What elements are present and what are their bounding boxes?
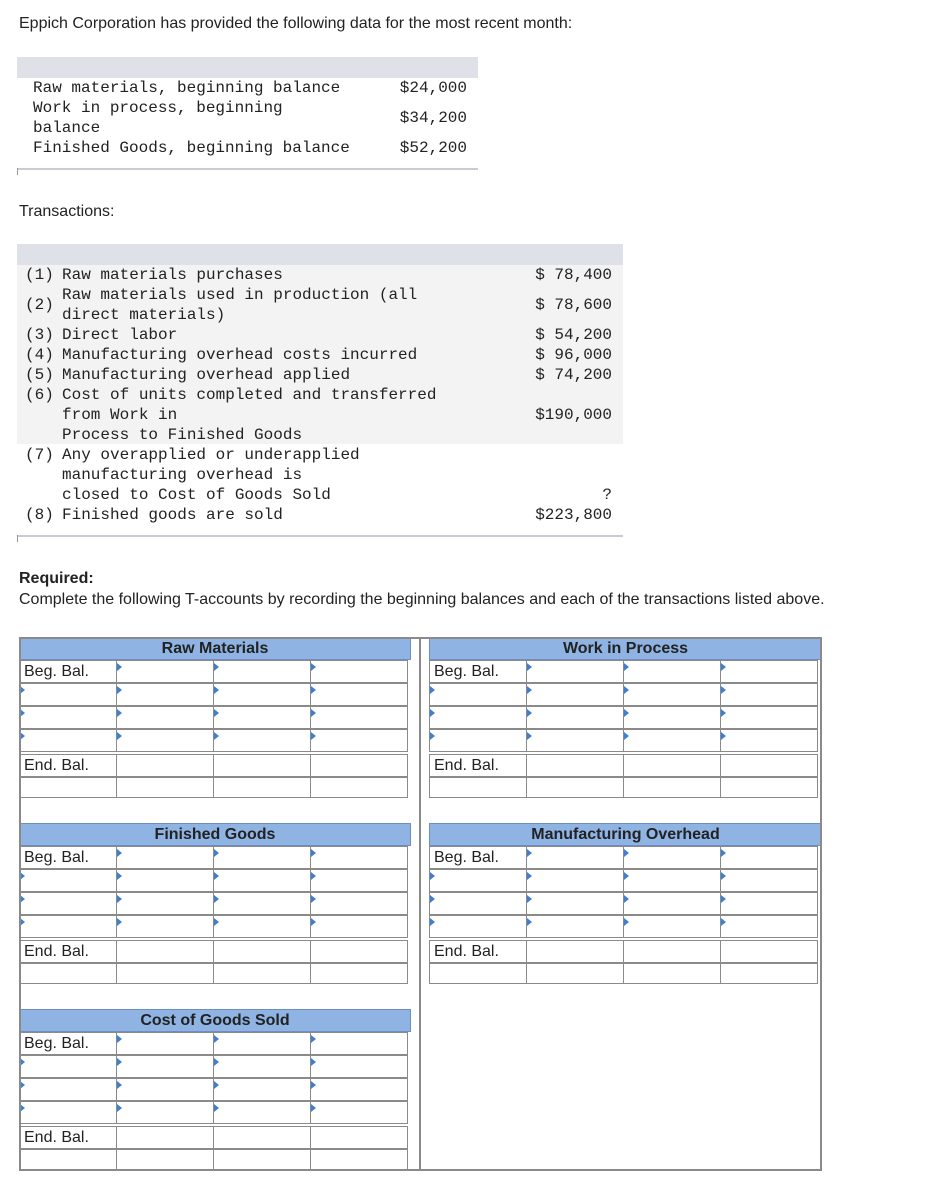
- cost-of-goods-sold-end-bal-input[interactable]: [116, 1126, 214, 1149]
- finished-goods-end-bal-input[interactable]: [310, 940, 408, 963]
- raw-materials-entry-input[interactable]: [116, 683, 214, 706]
- work-in-process-spacer-cell: [526, 777, 624, 798]
- finished-goods-beg-label: Finished Goods, beginning balance: [33, 139, 350, 157]
- tx2-line2: direct materials): [62, 306, 226, 324]
- cost-of-goods-sold-spacer-cell: [213, 1149, 311, 1170]
- manufacturing-overhead-beg-bal-label: Beg. Bal.: [429, 846, 527, 869]
- cost-of-goods-sold-end-bal-input[interactable]: [310, 1126, 408, 1149]
- table-header-bar: [17, 244, 623, 265]
- finished-goods-entry-input[interactable]: [116, 892, 214, 915]
- raw-materials-spacer-cell: [116, 777, 214, 798]
- raw-materials-entry-input[interactable]: [310, 683, 408, 706]
- work-in-process-entry-input[interactable]: [623, 706, 721, 729]
- work-in-process-end-bal-label: End. Bal.: [429, 754, 527, 777]
- finished-goods-entry-input[interactable]: [19, 892, 117, 915]
- table-bottom-rule: [17, 168, 478, 170]
- tx6-line2: from Work in: [62, 406, 178, 424]
- manufacturing-overhead-end-bal-label: End. Bal.: [429, 940, 527, 963]
- finished-goods-entry-input[interactable]: [310, 846, 408, 869]
- manufacturing-overhead-spacer-cell: [623, 963, 721, 984]
- table-bottom-tick: [17, 168, 18, 175]
- raw-materials-entry-input[interactable]: [310, 660, 408, 683]
- finished-goods-title: Finished Goods: [19, 823, 411, 846]
- raw-materials-entry-input[interactable]: [213, 706, 311, 729]
- tx3-text: Direct labor: [62, 326, 178, 344]
- manufacturing-overhead-entry-input[interactable]: [526, 869, 624, 892]
- finished-goods-entry-input[interactable]: [116, 869, 214, 892]
- grid-center-divider: [419, 637, 421, 1171]
- finished-goods-beg-value: $52,200: [399, 139, 467, 157]
- work-in-process-end-bal-input[interactable]: [720, 754, 818, 777]
- finished-goods-spacer-cell: [310, 963, 408, 984]
- manufacturing-overhead-entry-input[interactable]: [429, 915, 527, 938]
- work-in-process-entry-input[interactable]: [526, 660, 624, 683]
- cost-of-goods-sold-entry-input[interactable]: [213, 1101, 311, 1124]
- manufacturing-overhead-entry-input[interactable]: [526, 846, 624, 869]
- raw-materials-entry-input[interactable]: [213, 683, 311, 706]
- tx6-line1: Cost of units completed and transferred: [62, 386, 437, 404]
- cost-of-goods-sold-entry-input[interactable]: [310, 1101, 408, 1124]
- intro-text: Eppich Corporation has provided the following data for the most recent month:: [19, 15, 573, 32]
- manufacturing-overhead-end-bal-input[interactable]: [623, 940, 721, 963]
- tx7-line3: closed to Cost of Goods Sold: [62, 486, 331, 504]
- cost-of-goods-sold-spacer-cell: [19, 1149, 117, 1170]
- work-in-process-entry-input[interactable]: [720, 660, 818, 683]
- manufacturing-overhead-entry-input[interactable]: [526, 915, 624, 938]
- finished-goods-entry-input[interactable]: [213, 892, 311, 915]
- tx3-amount: $ 54,200: [535, 326, 612, 344]
- table-header-bar: [17, 57, 478, 78]
- cost-of-goods-sold-entry-input[interactable]: [310, 1078, 408, 1101]
- cost-of-goods-sold-entry-input[interactable]: [116, 1055, 214, 1078]
- tx7-line1: Any overapplied or underapplied: [62, 446, 360, 464]
- cost-of-goods-sold-entry-input[interactable]: [116, 1032, 214, 1055]
- raw-materials-spacer-cell: [213, 777, 311, 798]
- required-heading: Required:: [19, 570, 94, 587]
- work-in-process-spacer-cell: [429, 777, 527, 798]
- finished-goods-entry-input[interactable]: [213, 846, 311, 869]
- finished-goods-entry-input[interactable]: [310, 915, 408, 938]
- manufacturing-overhead-entry-input[interactable]: [720, 915, 818, 938]
- work-in-process-end-bal-input[interactable]: [623, 754, 721, 777]
- cost-of-goods-sold-entry-input[interactable]: [19, 1055, 117, 1078]
- manufacturing-overhead-entry-input[interactable]: [526, 892, 624, 915]
- raw-materials-beg-bal-label: Beg. Bal.: [19, 660, 117, 683]
- transactions-table: [17, 244, 623, 544]
- raw-materials-entry-input[interactable]: [19, 729, 117, 752]
- transactions-label: Transactions:: [19, 203, 115, 220]
- raw-materials-entry-input[interactable]: [19, 706, 117, 729]
- tx2-num: (2): [25, 296, 54, 314]
- finished-goods-entry-input[interactable]: [19, 915, 117, 938]
- raw-materials-spacer-cell: [310, 777, 408, 798]
- beginning-balances-table: [17, 57, 478, 175]
- tx8-amount: $223,800: [535, 506, 612, 524]
- manufacturing-overhead-entry-input[interactable]: [720, 892, 818, 915]
- finished-goods-spacer-cell: [213, 963, 311, 984]
- tx4-num: (4): [25, 346, 54, 364]
- tx2-amount: $ 78,600: [535, 296, 612, 314]
- cost-of-goods-sold-entry-input[interactable]: [213, 1032, 311, 1055]
- required-instructions: Complete the following T-accounts by recording the beginning balances and each of the transactions listed above.: [19, 591, 825, 608]
- work-in-process-entry-input[interactable]: [526, 683, 624, 706]
- raw-materials-entry-input[interactable]: [116, 729, 214, 752]
- work-in-process-entry-input[interactable]: [526, 706, 624, 729]
- manufacturing-overhead-entry-input[interactable]: [720, 869, 818, 892]
- cost-of-goods-sold-spacer-cell: [310, 1149, 408, 1170]
- work-in-process-spacer-cell: [623, 777, 721, 798]
- manufacturing-overhead-end-bal-input[interactable]: [720, 940, 818, 963]
- work-in-process-entry-input[interactable]: [623, 729, 721, 752]
- tx7-line2: manufacturing overhead is: [62, 466, 303, 484]
- work-in-process-entry-input[interactable]: [623, 660, 721, 683]
- raw-materials-end-bal-input[interactable]: [213, 754, 311, 777]
- cost-of-goods-sold-entry-input[interactable]: [310, 1032, 408, 1055]
- work-in-process-entry-input[interactable]: [429, 683, 527, 706]
- tx3-num: (3): [25, 326, 54, 344]
- raw-materials-entry-input[interactable]: [213, 660, 311, 683]
- tx2-line1: Raw materials used in production (all: [62, 286, 418, 304]
- work-in-process-entry-input[interactable]: [526, 729, 624, 752]
- manufacturing-overhead-entry-input[interactable]: [623, 915, 721, 938]
- cost-of-goods-sold-end-bal-input[interactable]: [213, 1126, 311, 1149]
- finished-goods-entry-input[interactable]: [310, 892, 408, 915]
- work-in-process-title: Work in Process: [429, 637, 822, 660]
- tx4-text: Manufacturing overhead costs incurred: [62, 346, 418, 364]
- table-bottom-tick: [17, 535, 18, 542]
- tx8-text: Finished goods are sold: [62, 506, 283, 524]
- raw-materials-end-bal-label: End. Bal.: [19, 754, 117, 777]
- table-bottom-rule: [17, 535, 623, 537]
- work-in-process-spacer-cell: [720, 777, 818, 798]
- manufacturing-overhead-end-bal-input[interactable]: [526, 940, 624, 963]
- finished-goods-entry-input[interactable]: [19, 869, 117, 892]
- finished-goods-end-bal-label: End. Bal.: [19, 940, 117, 963]
- cost-of-goods-sold-entry-input[interactable]: [19, 1101, 117, 1124]
- manufacturing-overhead-entry-input[interactable]: [623, 846, 721, 869]
- cost-of-goods-sold-entry-input[interactable]: [116, 1101, 214, 1124]
- cost-of-goods-sold-spacer-cell: [116, 1149, 214, 1170]
- tx5-amount: $ 74,200: [535, 366, 612, 384]
- finished-goods-beg-bal-label: Beg. Bal.: [19, 846, 117, 869]
- tx5-num: (5): [25, 366, 54, 384]
- wip-beg-label-line1: Work in process, beginning: [33, 99, 283, 117]
- cost-of-goods-sold-entry-input[interactable]: [213, 1055, 311, 1078]
- manufacturing-overhead-entry-input[interactable]: [720, 846, 818, 869]
- cost-of-goods-sold-entry-input[interactable]: [116, 1078, 214, 1101]
- manufacturing-overhead-entry-input[interactable]: [623, 892, 721, 915]
- tx6-num: (6): [25, 386, 54, 404]
- finished-goods-entry-input[interactable]: [213, 869, 311, 892]
- raw-materials-entry-input[interactable]: [310, 729, 408, 752]
- raw-materials-entry-input[interactable]: [116, 660, 214, 683]
- work-in-process-beg-bal-label: Beg. Bal.: [429, 660, 527, 683]
- tx1-text: Raw materials purchases: [62, 266, 283, 284]
- raw-materials-entry-input[interactable]: [310, 706, 408, 729]
- manufacturing-overhead-entry-input[interactable]: [623, 869, 721, 892]
- tx5-text: Manufacturing overhead applied: [62, 366, 351, 384]
- manufacturing-overhead-spacer-cell: [720, 963, 818, 984]
- finished-goods-entry-input[interactable]: [116, 846, 214, 869]
- manufacturing-overhead-title: Manufacturing Overhead: [429, 823, 822, 846]
- raw-materials-entry-input[interactable]: [213, 729, 311, 752]
- t-account-grid: [19, 637, 822, 1171]
- finished-goods-spacer-cell: [116, 963, 214, 984]
- finished-goods-end-bal-input[interactable]: [213, 940, 311, 963]
- work-in-process-entry-input[interactable]: [429, 706, 527, 729]
- cost-of-goods-sold-end-bal-label: End. Bal.: [19, 1126, 117, 1149]
- tx6-line3: Process to Finished Goods: [62, 426, 303, 444]
- tx6-amount: $190,000: [535, 406, 612, 424]
- tx1-amount: $ 78,400: [535, 266, 612, 284]
- tx1-num: (1): [25, 266, 54, 284]
- raw-materials-spacer-cell: [19, 777, 117, 798]
- wip-beg-label-line2: balance: [33, 119, 101, 137]
- wip-beg-value: $34,200: [399, 109, 467, 127]
- finished-goods-entry-input[interactable]: [310, 869, 408, 892]
- raw-materials-beg-value: $24,000: [399, 79, 467, 97]
- tx4-amount: $ 96,000: [535, 346, 612, 364]
- finished-goods-end-bal-input[interactable]: [116, 940, 214, 963]
- finished-goods-entry-input[interactable]: [116, 915, 214, 938]
- tx8-num: (8): [25, 506, 54, 524]
- raw-materials-entry-input[interactable]: [19, 683, 117, 706]
- manufacturing-overhead-entry-input[interactable]: [429, 869, 527, 892]
- tx7-num: (7): [25, 446, 54, 464]
- raw-materials-end-bal-input[interactable]: [310, 754, 408, 777]
- finished-goods-spacer-cell: [19, 963, 117, 984]
- raw-materials-entry-input[interactable]: [116, 706, 214, 729]
- cost-of-goods-sold-title: Cost of Goods Sold: [19, 1009, 411, 1032]
- work-in-process-entry-input[interactable]: [720, 729, 818, 752]
- finished-goods-entry-input[interactable]: [213, 915, 311, 938]
- raw-materials-beg-label: Raw materials, beginning balance: [33, 79, 341, 97]
- manufacturing-overhead-spacer-cell: [526, 963, 624, 984]
- raw-materials-end-bal-input[interactable]: [116, 754, 214, 777]
- work-in-process-end-bal-input[interactable]: [526, 754, 624, 777]
- work-in-process-entry-input[interactable]: [720, 706, 818, 729]
- cost-of-goods-sold-entry-input[interactable]: [19, 1078, 117, 1101]
- cost-of-goods-sold-entry-input[interactable]: [310, 1055, 408, 1078]
- work-in-process-entry-input[interactable]: [429, 729, 527, 752]
- manufacturing-overhead-spacer-cell: [429, 963, 527, 984]
- manufacturing-overhead-entry-input[interactable]: [429, 892, 527, 915]
- tx7-amount: ?: [602, 486, 612, 504]
- raw-materials-title: Raw Materials: [19, 637, 411, 660]
- cost-of-goods-sold-entry-input[interactable]: [213, 1078, 311, 1101]
- cost-of-goods-sold-beg-bal-label: Beg. Bal.: [19, 1032, 117, 1055]
- work-in-process-entry-input[interactable]: [623, 683, 721, 706]
- work-in-process-entry-input[interactable]: [720, 683, 818, 706]
